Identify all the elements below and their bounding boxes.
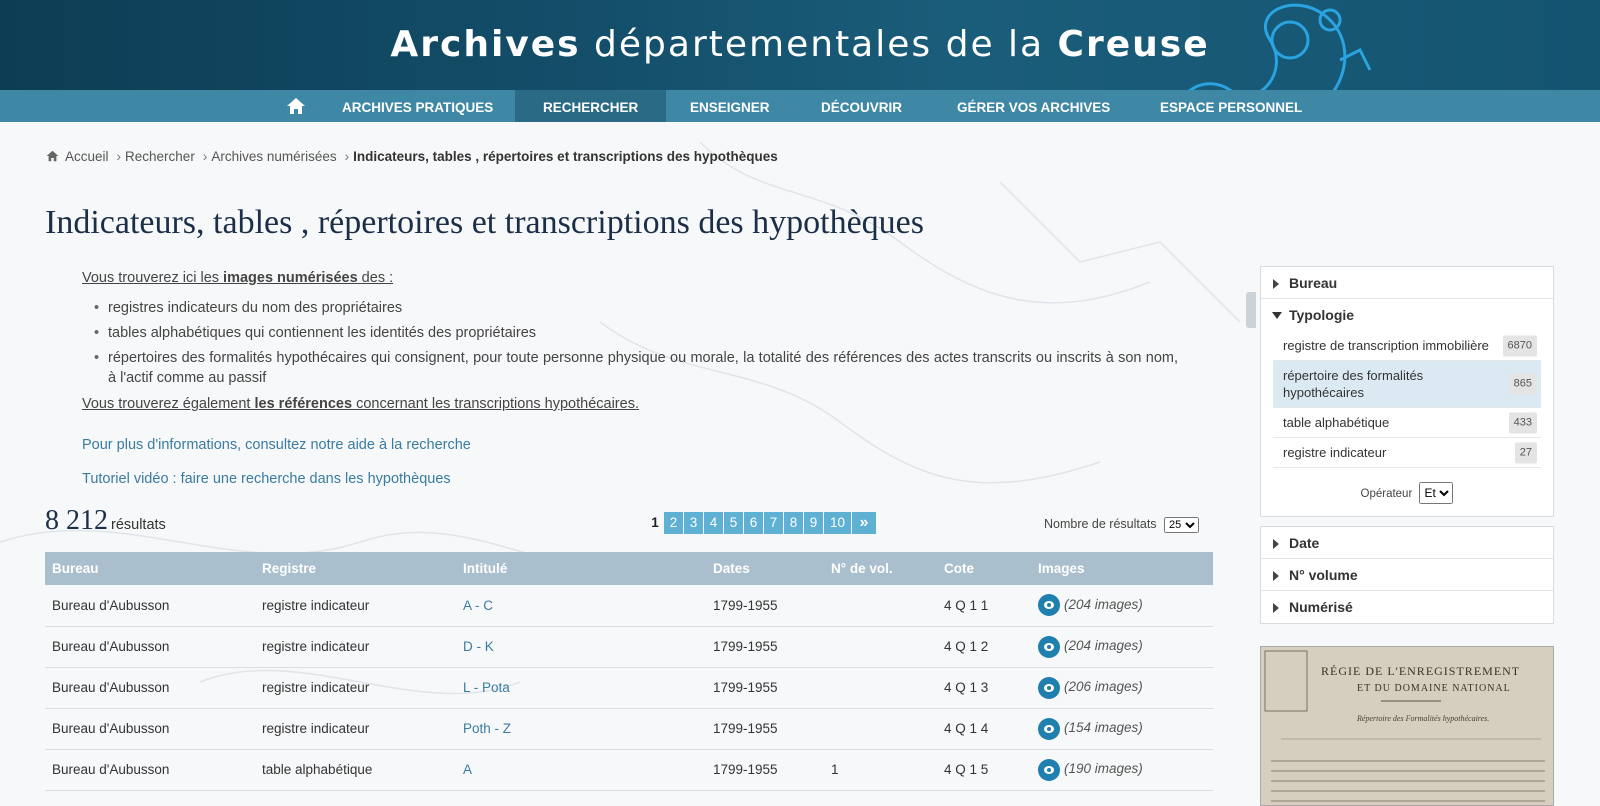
cell-cote: 4 Q 1 1 [937,585,1031,626]
home-icon[interactable] [46,150,59,162]
page-link[interactable]: 10 [824,512,851,534]
cell-intitule-link[interactable]: A - C [456,585,706,626]
image-count: (204 images) [1064,638,1143,654]
image-count: (206 images) [1064,679,1143,695]
results-per-page-select[interactable] [1164,517,1199,533]
table-row [45,626,1213,667]
intro-bullet: • tables alphabétiques qui contiennent les identités des propriétaires [94,323,1178,343]
intro-text-part: Vous trouverez également [82,396,255,412]
cell-volume [824,708,937,749]
cell-cote: 4 Q 1 3 [937,667,1031,708]
column-header-bureau[interactable]: Bureau [45,552,255,585]
intro-text [82,268,1178,414]
intro-text-part: des : [357,270,394,286]
cell-volume: 1 [824,749,937,790]
operator-select[interactable] [1419,482,1453,504]
eye-icon[interactable] [1038,636,1060,658]
facet-numerise[interactable] [1261,591,1553,623]
facet-count-badge: 27 [1515,442,1537,463]
cell-bureau: Bureau d'Aubusson [45,667,255,708]
intro-line-1 [82,268,1178,288]
site-title-part: départementales de la [580,24,1058,65]
cell-intitule-link[interactable]: Poth - Z [456,708,706,749]
document-heading-2: ET DU DOMAINE NATIONAL [1357,683,1511,694]
result-count-number: 8 212 [45,505,108,536]
intro-text-part: concernant les transcriptions hypothécaires. [352,396,639,412]
eye-icon[interactable] [1038,594,1060,616]
eye-icon[interactable] [1038,677,1060,699]
site-title-part: Creuse [1057,24,1210,65]
cell-images [1031,626,1213,667]
video-tutorial-link[interactable]: Tutoriel vidéo : faire une recherche dans les hypothèques [82,471,451,487]
nav-archives-pratiques[interactable]: ARCHIVES PRATIQUES [342,100,494,115]
cell-cote: 4 Q 1 4 [937,708,1031,749]
facet-option-label: registre indicateur [1283,445,1387,460]
cell-bureau: Bureau d'Aubusson [45,626,255,667]
facet-count-badge: 433 [1509,412,1537,433]
cell-volume [824,626,937,667]
cell-dates: 1799-1955 [706,667,824,708]
column-header-images: Images [1031,552,1213,585]
nav-decouvrir[interactable]: DÉCOUVRIR [821,100,903,115]
facet-option-label: registre de transcription immobilière [1283,338,1489,353]
page-current: 1 [651,515,659,530]
table-row [45,708,1213,749]
cell-bureau: Bureau d'Aubusson [45,585,255,626]
facet-option-label: table alphabétique [1283,415,1390,430]
result-count [45,505,166,537]
site-title-part: Archives [390,24,581,65]
cell-bureau: Bureau d'Aubusson [45,749,255,790]
intro-bullet-list [82,298,1178,388]
facet-option[interactable] [1273,408,1541,438]
cell-registre: registre indicateur [255,585,456,626]
column-header-registre[interactable]: Registre [255,552,456,585]
cell-volume [824,667,937,708]
caret-right-icon [1273,539,1279,549]
facet-date[interactable] [1261,527,1553,559]
document-heading-1: RÉGIE DE L'ENREGISTREMENT [1321,664,1521,678]
eye-icon[interactable] [1038,718,1060,740]
caret-right-icon [1273,571,1279,581]
column-header-volume[interactable]: N° de vol. [824,552,937,585]
cell-images [1031,708,1213,749]
image-count: (204 images) [1064,596,1143,612]
page-link[interactable]: 2 [664,512,683,534]
cell-dates: 1799-1955 [706,749,824,790]
cell-registre: table alphabétique [255,749,456,790]
intro-bullet: • répertoires des formalités hypothécaires qui consignent, pour toute personne physique ou morale, la totalité des références des actes transcrits ou inscrits à son nom, à l'actif comme au passif [94,348,1178,388]
facet-typologie[interactable] [1261,299,1553,331]
facet-option[interactable] [1273,331,1541,361]
table-row [45,585,1213,626]
results-table [45,552,1213,791]
operator-label: Opérateur [1360,488,1413,500]
cell-intitule-link[interactable]: A [456,749,706,790]
document-subtitle: Répertoire des Formalités hypothécaires. [1357,714,1490,723]
nav-espace-personnel[interactable]: ESPACE PERSONNEL [1160,100,1303,115]
image-count: (190 images) [1064,761,1143,777]
cell-cote: 4 Q 1 5 [937,749,1031,790]
breadcrumb-accueil[interactable]: Accueil [65,149,109,164]
intro-line-2 [82,394,1178,414]
facet-panel-secondary [1260,526,1554,624]
breadcrumb [46,149,784,164]
facet-panel-toggle[interactable] [1246,292,1256,328]
facet-option[interactable] [1273,438,1541,468]
table-header-row [45,552,1213,585]
main-nav [0,90,1600,122]
facet-label: Bureau [1289,275,1338,291]
facet-option-label: répertoire des formalités hypothécaires [1283,368,1424,400]
page-link[interactable]: 7 [764,512,783,534]
facet-count-badge: 865 [1509,374,1537,395]
cell-dates: 1799-1955 [706,708,824,749]
nav-rechercher[interactable]: RECHERCHER [515,90,666,122]
site-header [0,0,1600,90]
facet-label: Typologie [1289,307,1355,323]
result-count-label: résultats [111,517,166,533]
intro-text-part: Vous trouverez ici les [82,270,224,286]
image-count: (154 images) [1064,720,1143,736]
breadcrumb-rechercher[interactable]: Rechercher [125,149,195,164]
breadcrumb-separator: › [344,149,350,164]
intro-text-bold: images numérisées [223,270,358,286]
cell-volume [824,585,937,626]
column-header-intitule[interactable]: Intitulé [456,552,706,585]
table-row [45,749,1213,790]
page-link[interactable]: 5 [724,512,743,534]
facet-volume[interactable] [1261,559,1553,591]
results-per-page-label: Nombre de résultats [1044,517,1157,531]
page-link[interactable]: 9 [804,512,823,534]
breadcrumb-separator: › [116,149,122,164]
facet-panel-main [1260,266,1554,517]
results-per-page [1044,517,1199,533]
cell-cote: 4 Q 1 2 [937,626,1031,667]
breadcrumb-separator: › [202,149,208,164]
page-link[interactable]: 4 [704,512,723,534]
facet-label: Date [1289,535,1320,551]
facet-label: Numérisé [1289,599,1353,615]
cell-dates: 1799-1955 [706,626,824,667]
cell-registre: registre indicateur [255,708,456,749]
cell-images [1031,667,1213,708]
eye-icon[interactable] [1038,759,1060,781]
cell-registre: registre indicateur [255,667,456,708]
caret-down-icon [1272,312,1282,319]
site-title[interactable] [0,24,1600,65]
page-title: Indicateurs, tables , répertoires et transcriptions des hypothèques [45,204,925,241]
cell-images [1031,585,1213,626]
document-scan [1261,647,1554,806]
facet-label: N° volume [1289,567,1358,583]
caret-right-icon [1273,279,1279,289]
facet-count-badge: 6870 [1503,335,1537,356]
cell-intitule-link[interactable]: D - K [456,626,706,667]
cell-dates: 1799-1955 [706,585,824,626]
caret-right-icon [1273,603,1279,613]
breadcrumb-archives-numerisees[interactable]: Archives numérisées [211,149,337,164]
column-header-cote[interactable]: Cote [937,552,1031,585]
help-link[interactable]: Pour plus d'informations, consultez notre aide à la recherche [82,437,471,453]
page-link[interactable]: 8 [784,512,803,534]
next-pages-button[interactable]: » [852,512,876,534]
cell-images [1031,749,1213,790]
breadcrumb-current: Indicateurs, tables , répertoires et transcriptions des hypothèques [353,149,778,164]
facet-bureau[interactable] [1261,267,1553,299]
intro-text-bold: les références [254,396,353,412]
home-icon[interactable] [286,96,306,116]
document-preview-image[interactable] [1260,646,1554,806]
cell-registre: registre indicateur [255,626,456,667]
operator-control [1261,468,1553,516]
intro-bullet: • registres indicateurs du nom des propriétaires [94,298,1178,318]
cell-intitule-link[interactable]: L - Pota [456,667,706,708]
page-link[interactable]: 6 [744,512,763,534]
column-header-dates[interactable]: Dates [706,552,824,585]
page-link[interactable]: 3 [684,512,703,534]
facet-option-selected[interactable] [1273,361,1541,408]
table-row [45,667,1213,708]
nav-gerer-vos-archives[interactable]: GÉRER VOS ARCHIVES [957,100,1111,115]
cell-bureau: Bureau d'Aubusson [45,708,255,749]
nav-enseigner[interactable]: ENSEIGNER [690,100,770,115]
